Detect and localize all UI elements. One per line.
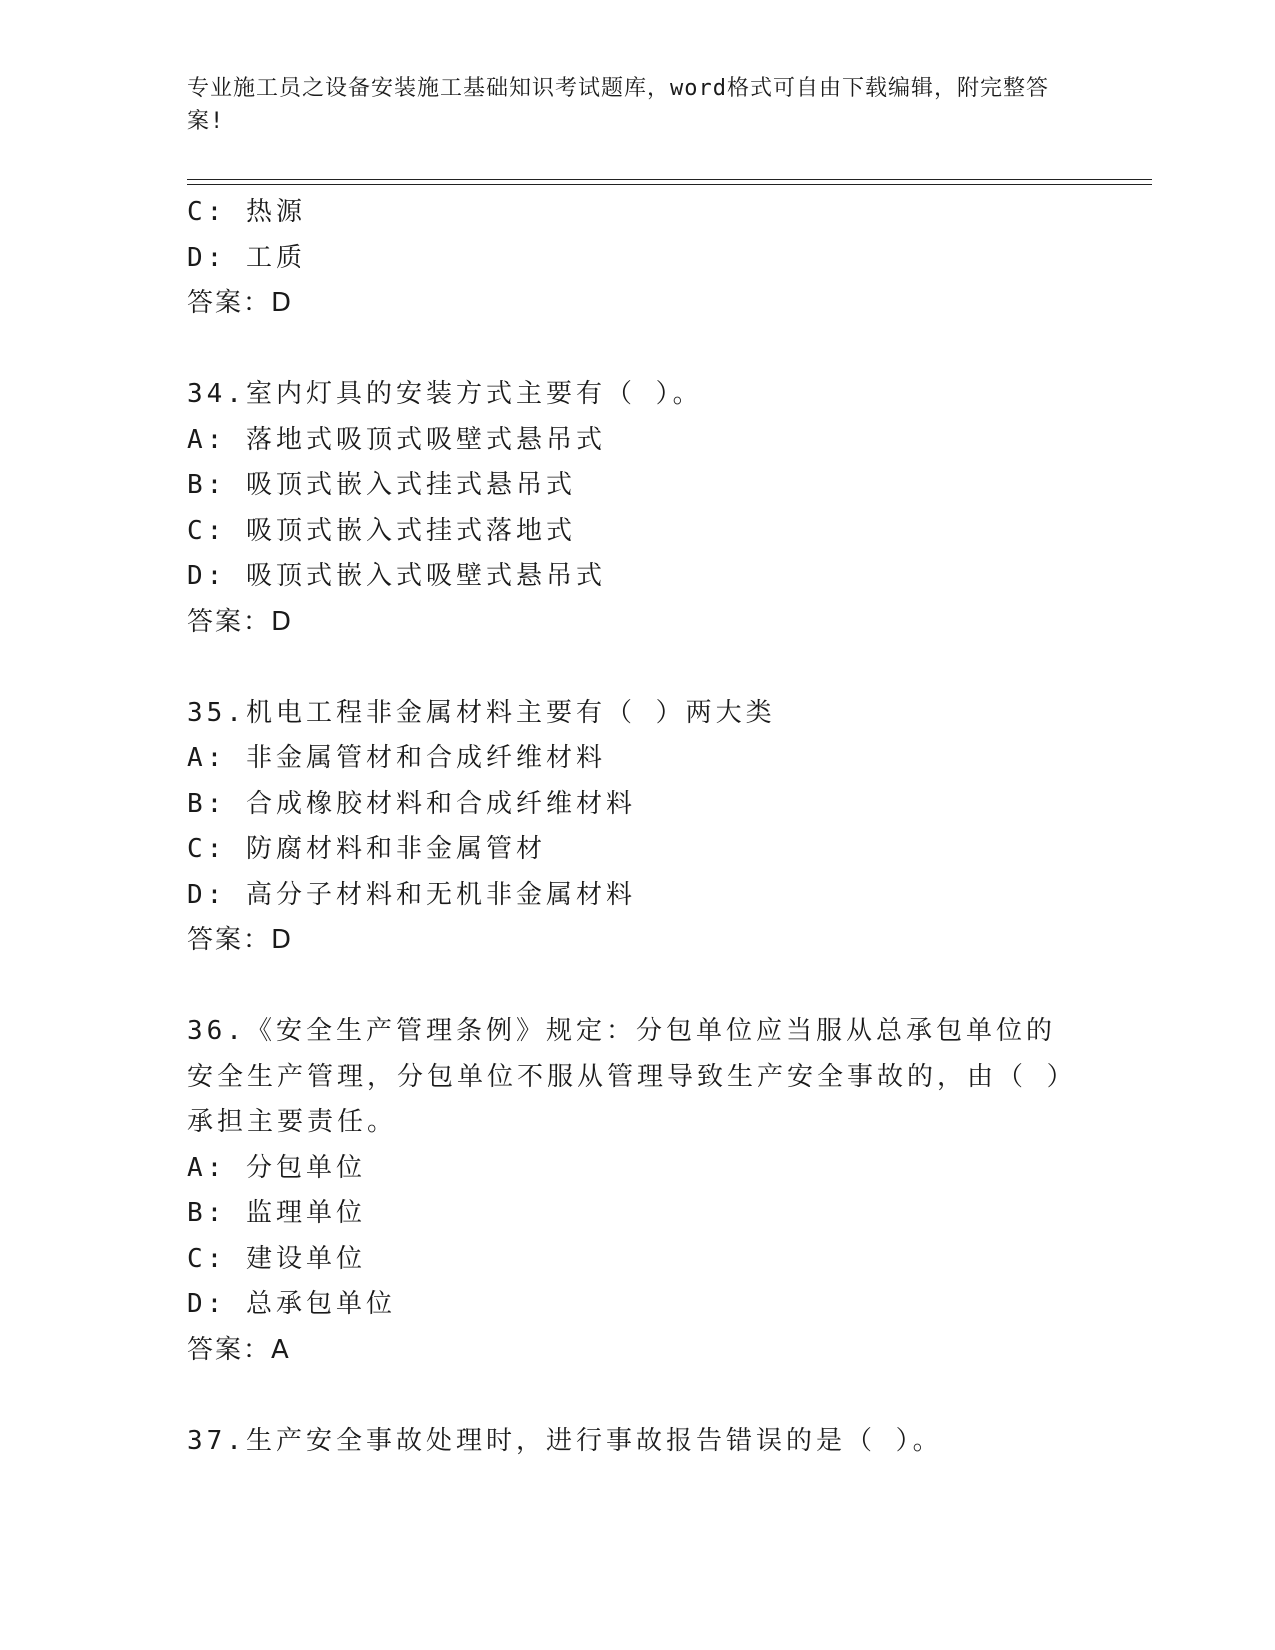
spacer [187, 327, 1087, 373]
answer-line: 答案：D [187, 925, 294, 955]
question-stem: 34.室内灯具的安装方式主要有（ ）。 [187, 379, 703, 409]
question-stem: 37.生产安全事故处理时，进行事故报告错误的是（ ）。 [187, 1425, 943, 1456]
option-a: A: 非金属管材和合成纤维材料 [187, 743, 606, 773]
spacer [187, 1373, 1087, 1419]
option-a: A: 落地式吸顶式吸壁式悬吊式 [187, 424, 606, 455]
option-d: D: 工质 [187, 242, 306, 273]
option-b: B: 吸顶式嵌入式挂式悬吊式 [187, 470, 576, 500]
header-rule-top [187, 179, 1152, 180]
option-d: D: 吸顶式嵌入式吸壁式悬吊式 [187, 561, 606, 591]
option-c: C: 防腐材料和非金属管材 [187, 834, 546, 864]
option-d: D: 高分子材料和无机非金属材料 [187, 879, 636, 910]
question-34 [187, 372, 1087, 645]
answer-line: 答案：D [187, 288, 294, 318]
option-a: A: 分包单位 [187, 1152, 366, 1183]
option-b: B: 合成橡胶材料和合成纤维材料 [187, 788, 636, 819]
spacer [187, 964, 1087, 1010]
option-b: B: 监理单位 [187, 1198, 366, 1228]
answer-line: 答案：D [187, 606, 294, 637]
question-37 [187, 1419, 1087, 1465]
spacer [187, 645, 1087, 691]
option-c: C: 建设单位 [187, 1243, 366, 1274]
question-36 [187, 1009, 1087, 1373]
question-35 [187, 691, 1087, 964]
option-c: C: 吸顶式嵌入式挂式落地式 [187, 515, 576, 546]
option-d: D: 总承包单位 [187, 1289, 396, 1319]
option-c: C: 热源 [187, 197, 306, 227]
previous-question-tail [187, 190, 1087, 327]
question-content [187, 190, 1087, 1464]
answer-line: 答案：A [187, 1334, 291, 1365]
page-header: 专业施工员之设备安装施工基础知识考试题库，word格式可自由下载编辑，附完整答案! [187, 76, 1049, 134]
question-stem: 35.机电工程非金属材料主要有（ ）两大类 [187, 697, 776, 728]
header-rule-bottom [187, 184, 1152, 185]
question-stem: 36.《安全生产管理条例》规定：分包单位应当服从总承包单位的安全生产管理，分包单位不服从管理导致生产安全事故的，由（ ）承担主要责任。 [187, 1016, 1077, 1137]
